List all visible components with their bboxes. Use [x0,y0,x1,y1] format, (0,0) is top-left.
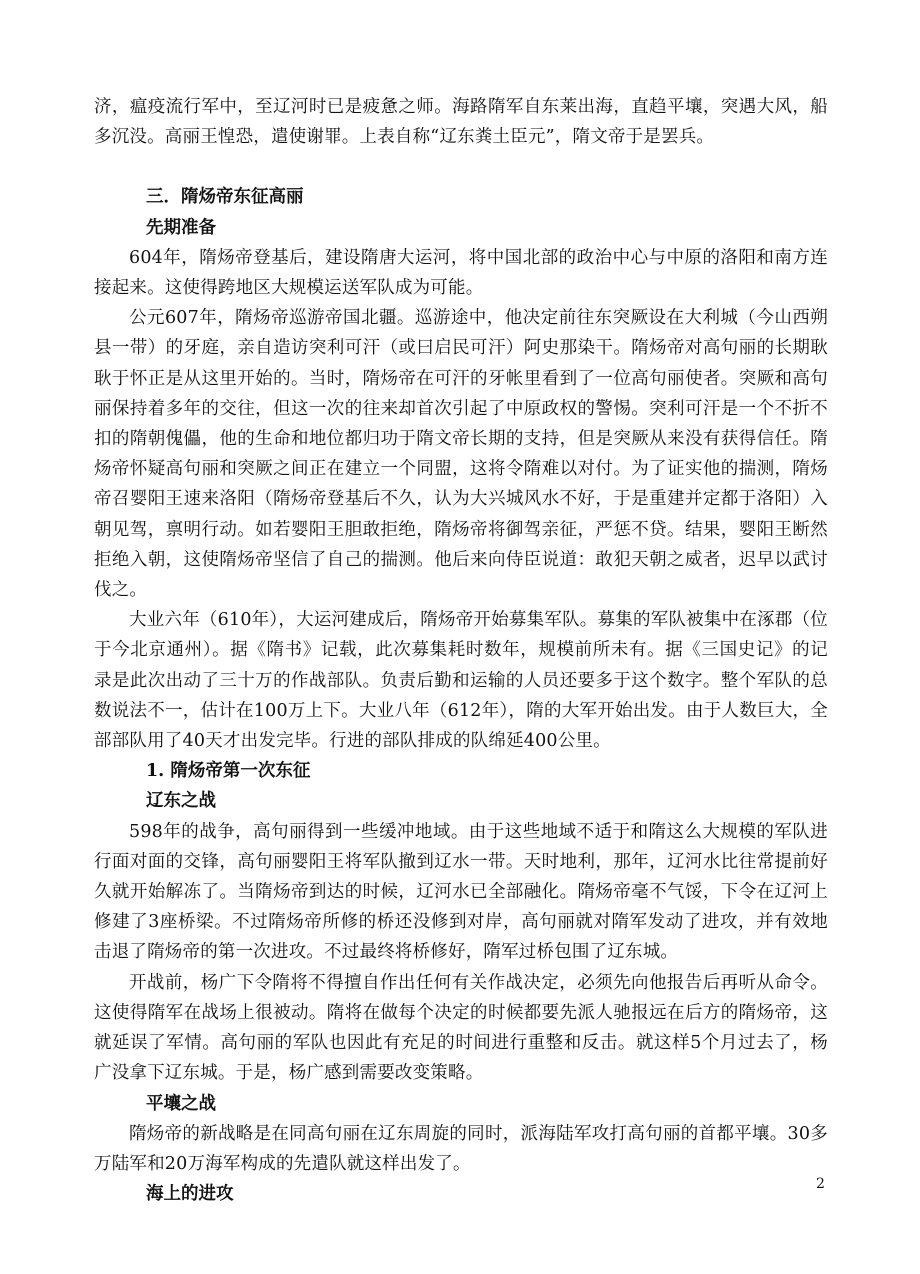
subsection-heading: 先期准备 [146,217,216,238]
document-body [94,92,828,1209]
section-heading: 三．隋炀帝东征高丽 [146,187,304,208]
paragraph: 隋炀帝的新战略是在同高句丽在辽东周旋的同时，派海陆军攻打高句丽的首都平壤。30多万陆军和20万海军构成的先遣队就这样出发了。 [94,1123,828,1174]
spacer [94,152,828,182]
page-number: 2 [816,1176,825,1192]
paragraph: 大业六年（610年），大运河建成后，隋炀帝开始募集军队。募集的军队被集中在涿郡（位于今北京通州）。据《隋书》记载，此次募集耗时数年，规模前所未有。据《三国史记》的记录是此次出动了三十万的作战部队。负责后勤和运输的人员还要多于这个数字。整个军队的总数说法不一，估计在100万上下。大业八年（612年），隋的大军开始出发。由于人数巨大，全部部队用了40天才出发完毕。行进的部队排成的队绵延400公里。 [94,610,828,752]
section-heading: 1. 隋炀帝第一次东征 [146,761,311,782]
paragraph-continued: 济，瘟疫流行军中，至辽河时已是疲惫之师。海路隋军自东莱出海，直趋平壤，突遇大风，船多沉没。高丽王惶恐，遣使谢罪。上表自称“辽东粪土臣元”，隋文帝于是罢兵。 [94,97,828,148]
paragraph: 604年，隋炀帝登基后，建设隋唐大运河，将中国北部的政治中心与中原的洛阳和南方连接起来。这使得跨地区大规模运送军队成为可能。 [94,247,828,299]
subsection-heading: 辽东之战 [146,791,216,812]
subsection-heading: 海上的进攻 [146,1184,234,1205]
paragraph: 598年的战争，高句丽得到一些缓冲地域。由于这些地域不适于和隋这么大规模的军队进行面对面的交锋，高句丽婴阳王将军队撤到辽水一带。天时地利，那年，辽河水比往常提前好久就开始解冻了。当隋炀帝到达的时候，辽河水已全部融化。隋炀帝毫不气馁，下令在辽河上修建了3座桥梁。不过隋炀帝所修的桥还没修到对岸，高句丽就对隋军发动了进攻，并有效地击退了隋炀帝的第一次进攻。不过最终将桥修好，隋军过桥包围了辽东城。 [94,821,828,963]
paragraph: 开战前，杨广下令隋将不得擅自作出任何有关作战决定，必须先向他报告后再听从命令。这使得隋军在战场上很被动。隋将在做每个决定的时候都要先派人驰报远在后方的隋炀帝，这就延误了军情。高句丽的军队也因此有充足的时间进行重整和反击。就这样5个月过去了，杨广没拿下辽东城。于是，杨广感到需要改变策略。 [94,972,828,1084]
subsection-heading: 平壤之战 [146,1093,216,1114]
paragraph: 公元607年，隋炀帝巡游帝国北疆。巡游途中，他决定前往东突厥设在大利城（今山西朔县一带）的牙庭，亲自造访突利可汗（或曰启民可汗）阿史那染干。隋炀帝对高句丽的长期耿耿于怀正是从这里开始的。当时，隋炀帝在可汗的牙帐里看到了一位高句丽使者。突厥和高句丽保持着多年的交往，但这一次的往来却首次引起了中原政权的警惕。突利可汗是一个不折不扣的隋朝傀儡，他的生命和地位都归功于隋文帝长期的支持，但是突厥从来没有获得信任。隋炀帝怀疑高句丽和突厥之间正在建立一个同盟，这将令隋难以对付。为了证实他的揣测，隋炀帝召婴阳王速来洛阳（隋炀帝登基后不久，认为大兴城风水不好，于是重建并定都于洛阳）入朝见驾，禀明行动。如若婴阳王胆敢拒绝，隋炀帝将御驾亲征，严惩不贷。结果，婴阳王断然拒绝入朝，这使隋炀帝坚信了自己的揣测。他后来向侍臣说道：敢犯天朝之威者，迟早以武讨伐之。 [94,308,828,601]
